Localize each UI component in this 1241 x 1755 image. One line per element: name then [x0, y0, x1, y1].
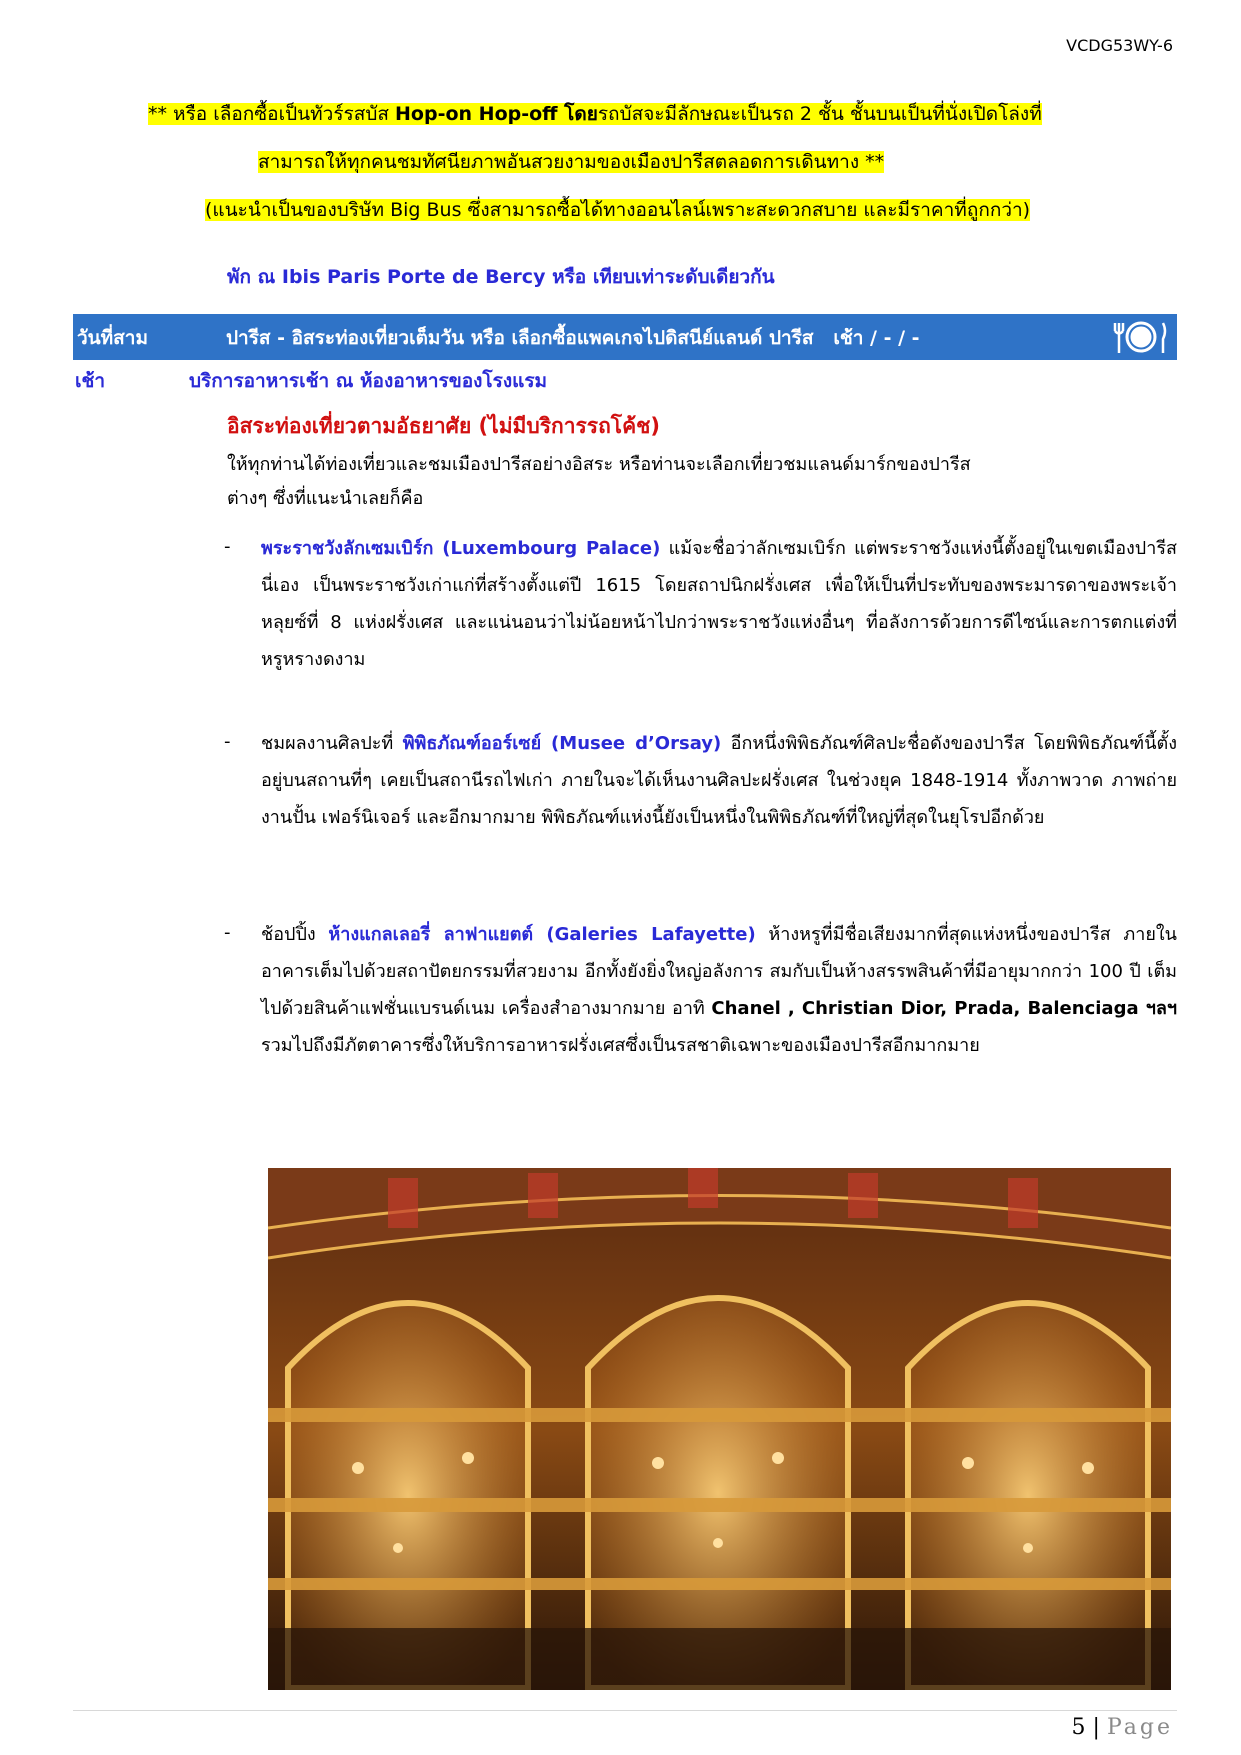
footer-divider [73, 1710, 1177, 1711]
page-number: 5 | Page [1071, 1715, 1173, 1740]
brand-list: Chanel , Christian Dior, Prada, Balenciaga ฯลฯ [711, 998, 1177, 1019]
doc-code: VCDG53WY-6 [1066, 36, 1173, 55]
free-time-heading: อิสระท่องเที่ยวตามอัธยาศัย (ไม่มีบริการรถโค้ช) [227, 414, 660, 438]
day-meals: เช้า / - / - [833, 327, 920, 349]
galeries-lafayette-name: ห้างแกลเลอรี่ ลาฟาแยตต์ (Galeries Lafayette) [328, 924, 756, 945]
bus-note-line-2: สามารถให้ทุกคนชมทัศนียภาพอันสวยงามของเมืองปารีสตลอดการเดินทาง ** [258, 151, 885, 173]
galeries-lafayette-dome-photo [268, 1168, 1171, 1690]
day-title: ปารีส - อิสระท่องเที่ยวเต็มวัน หรือ เลือกซื้อแพคเกจไปดิสนีย์แลนด์ ปารีส เช้า / - / - [226, 327, 920, 349]
day-header-band [73, 314, 1177, 360]
bullet-luxembourg-palace: พระราชวังลักเซมเบิร์ก (Luxembourg Palace) แม้จะชื่อว่าลักเซมเบิร์ก แต่พระราชวังแห่งนี้ตั้งอยู่ในเขตเมืองปารีสนี่เอง เป็นพระราชวังเก่าแก่ที่สร้างตั้งแต่ปี 1615 โดยสถาปนิกฝรั่งเศส เพื่อให้เป็นที่ประทับของพระมารดาของพระเจ้าหลุยซ์ที่ 8 แห่งฝรั่งเศส และแน่นอนว่าไม่น้อยหน้าไปกว่าพระราชวังแห่งอื่นๆ ที่อลังการด้วยการดีไซน์และการตกแต่งที่หรูหรางดงาม [261, 538, 1177, 670]
bullet-galeries-lafayette: ช้อปปิ้ง ห้างแกลเลอรี่ ลาฟาแยตต์ (Galeries Lafayette) ห้างหรูที่มีชื่อเสียงมากที่สุดแห่งหนึ่งของปารีส ภายในอาคารเต็มไปด้วยสถาปัตยกรรมที่สวยงาม อีกทั้งยังยิ่งใหญ่อลังการ สมกับเป็นห้างสรรพสินค้าที่มีอายุมากกว่า 100 ปี เต็มไปด้วยสินค้าแฟชั่นแบรนด์เนม เครื่องสำอางมากมาย อาทิ Chanel , Christian Dior, Prada, Balenciaga ฯลฯ รวมไปถึงมีภัตตาคารซึ่งให้บริการอาหารฝรั่งเศสซึ่งเป็นรสชาติเฉพาะของเมืองปารีสอีกมากมาย [261, 924, 1177, 1056]
bullet-dash: - [224, 731, 231, 752]
bullet-dash: - [224, 536, 231, 557]
bus-note-line-3: (แนะนำเป็นของบริษัท Big Bus ซึ่งสามารถซื้อได้ทางออนไลน์เพราะสะดวกสบาย และมีราคาที่ถูกกว่า) [205, 199, 1031, 221]
meal-row-label: เช้า [75, 370, 106, 392]
intro-paragraph: ให้ทุกท่านได้ท่องเที่ยวและชมเมืองปารีสอย่างอิสระ หรือท่านจะเลือกเที่ยวชมแลนด์มาร์กของปารีส ต่างๆ ซึ่งที่แนะนำเลยก็คือ [227, 454, 971, 509]
bus-note-line-1: ** หรือ เลือกซื้อเป็นทัวร์รสบัส Hop-on Hop-off โดยรถบัสจะมีลักษณะเป็นรถ 2 ชั้น ชั้นบนเป็นที่นั่งเปิดโล่งที่ [148, 103, 1042, 125]
bullet-dash: - [224, 922, 231, 943]
day-label: วันที่สาม [77, 327, 148, 349]
plate-fork-knife-icon [1111, 317, 1171, 362]
luxembourg-palace-name: พระราชวังลักเซมเบิร์ก (Luxembourg Palace) [261, 538, 661, 559]
bullet-musee-dorsay: ชมผลงานศิลปะที่ พิพิธภัณฑ์ออร์เซย์ (Musee d’Orsay) อีกหนึ่งพิพิธภัณฑ์ศิลปะชื่อดังของปารีส โดยพิพิธภัณฑ์นี้ตั้งอยู่บนสถานที่ๆ เคยเป็นสถานีรถไฟเก่า ภายในจะได้เห็นงานศิลปะฝรั่งเศส ในช่วงยุค 1848-1914 ทั้งภาพวาด ภาพถ่าย งานปั้น เฟอร์นิเจอร์ และอีกมากมาย พิพิธภัณฑ์แห่งนี้ยังเป็นหนึ่งในพิพิธภัณฑ์ที่ใหญ่ที่สุดในยุโรปอีกด้วย [261, 733, 1177, 828]
musee-dorsay-name: พิพิธภัณฑ์ออร์เซย์ (Musee d’Orsay) [402, 733, 722, 754]
hotel-line: พัก ณ Ibis Paris Porte de Bercy หรือ เทียบเท่าระดับเดียวกัน [227, 266, 775, 288]
meal-row-text: บริการอาหารเช้า ณ ห้องอาหารของโรงแรม [189, 370, 548, 392]
